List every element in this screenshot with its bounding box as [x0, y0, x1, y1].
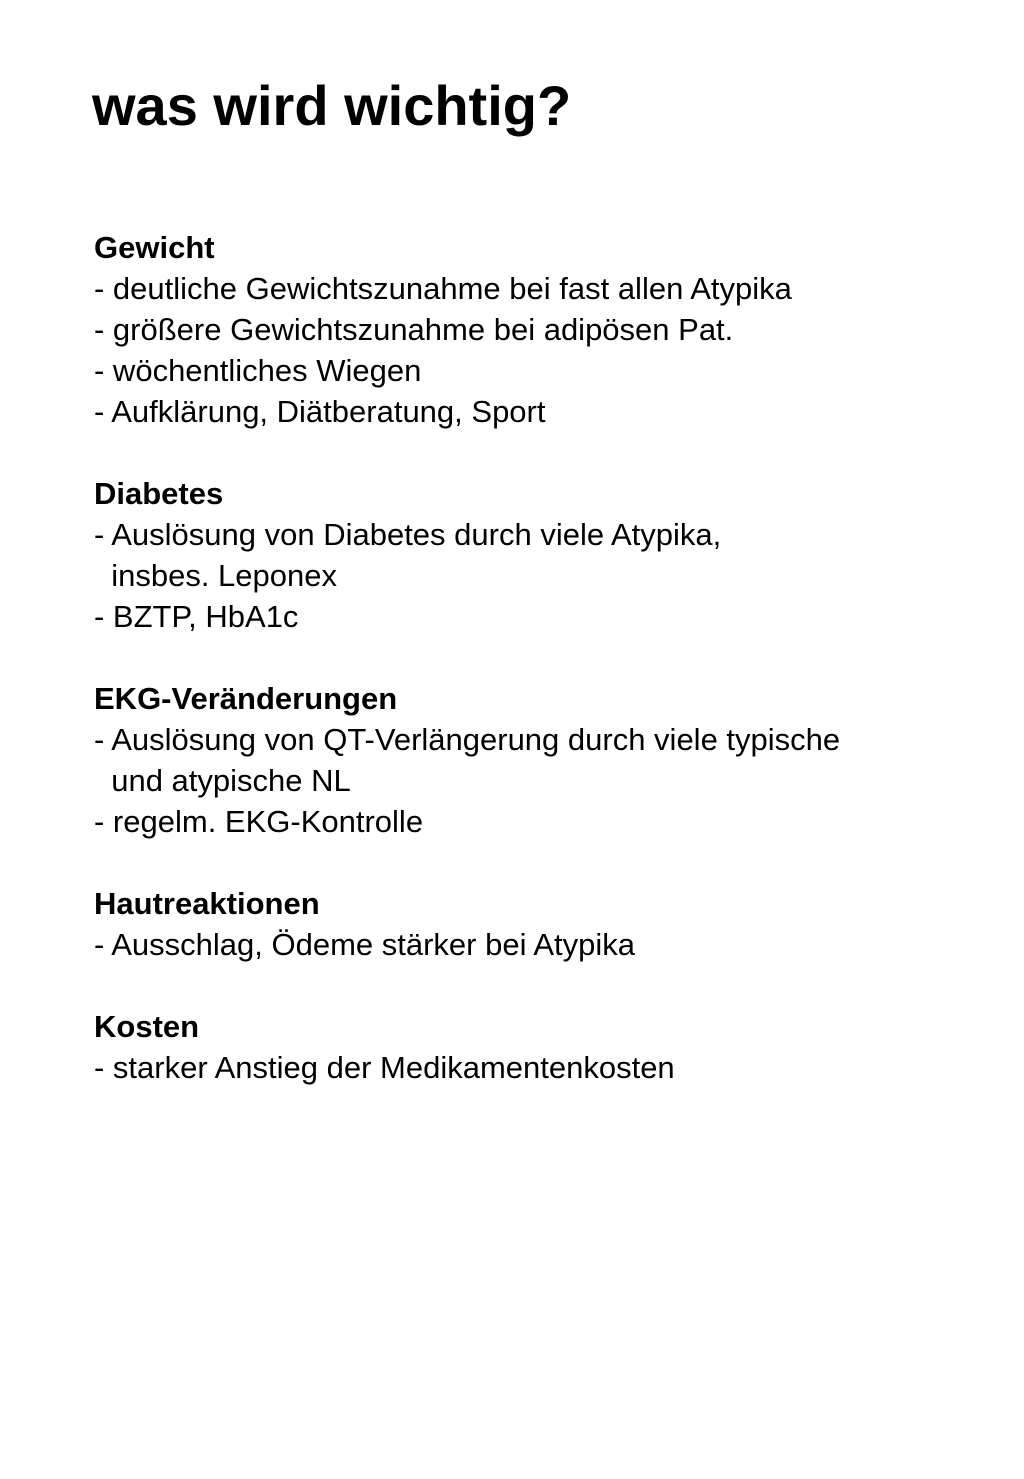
- list-item: - starker Anstieg der Medikamentenkosten: [94, 1050, 675, 1085]
- list-item: - Ausschlag, Ödeme stärker bei Atypika: [94, 927, 636, 962]
- list-item: - wöchentliches Wiegen: [94, 353, 422, 388]
- item-list: [94, 268, 994, 432]
- list-item: - deutliche Gewichtszunahme bei fast allen Atypika: [94, 271, 792, 306]
- item-list: [94, 514, 994, 637]
- section-hautreaktionen: [94, 883, 994, 965]
- item-list: [94, 719, 994, 842]
- section-diabetes: [94, 473, 994, 637]
- section-gewicht: [94, 227, 994, 432]
- section-kosten: [94, 1006, 994, 1088]
- section-heading: Diabetes: [94, 476, 224, 511]
- list-item: - Aufklärung, Diätberatung, Sport: [94, 394, 546, 429]
- list-item: - Auslösung von Diabetes durch viele Atypika,: [94, 517, 722, 552]
- section-heading: Kosten: [94, 1009, 200, 1044]
- item-list: [94, 1047, 994, 1088]
- item-list: [94, 924, 994, 965]
- list-item: und atypische NL: [94, 763, 351, 798]
- list-item: - größere Gewichtszunahme bei adipösen Pat.: [94, 312, 734, 347]
- list-item: insbes. Leponex: [94, 558, 338, 593]
- section-ekg: [94, 678, 994, 842]
- section-heading: Gewicht: [94, 230, 215, 265]
- list-item: - Auslösung von QT-Verlängerung durch viele typische: [94, 722, 841, 757]
- list-item: - BZTP, HbA1c: [94, 599, 299, 634]
- section-heading: EKG-Veränderungen: [94, 681, 398, 716]
- content: [94, 227, 994, 1129]
- section-heading: Hautreaktionen: [94, 886, 320, 921]
- page-title: was wird wichtig?: [92, 74, 572, 137]
- list-item: - regelm. EKG-Kontrolle: [94, 804, 424, 839]
